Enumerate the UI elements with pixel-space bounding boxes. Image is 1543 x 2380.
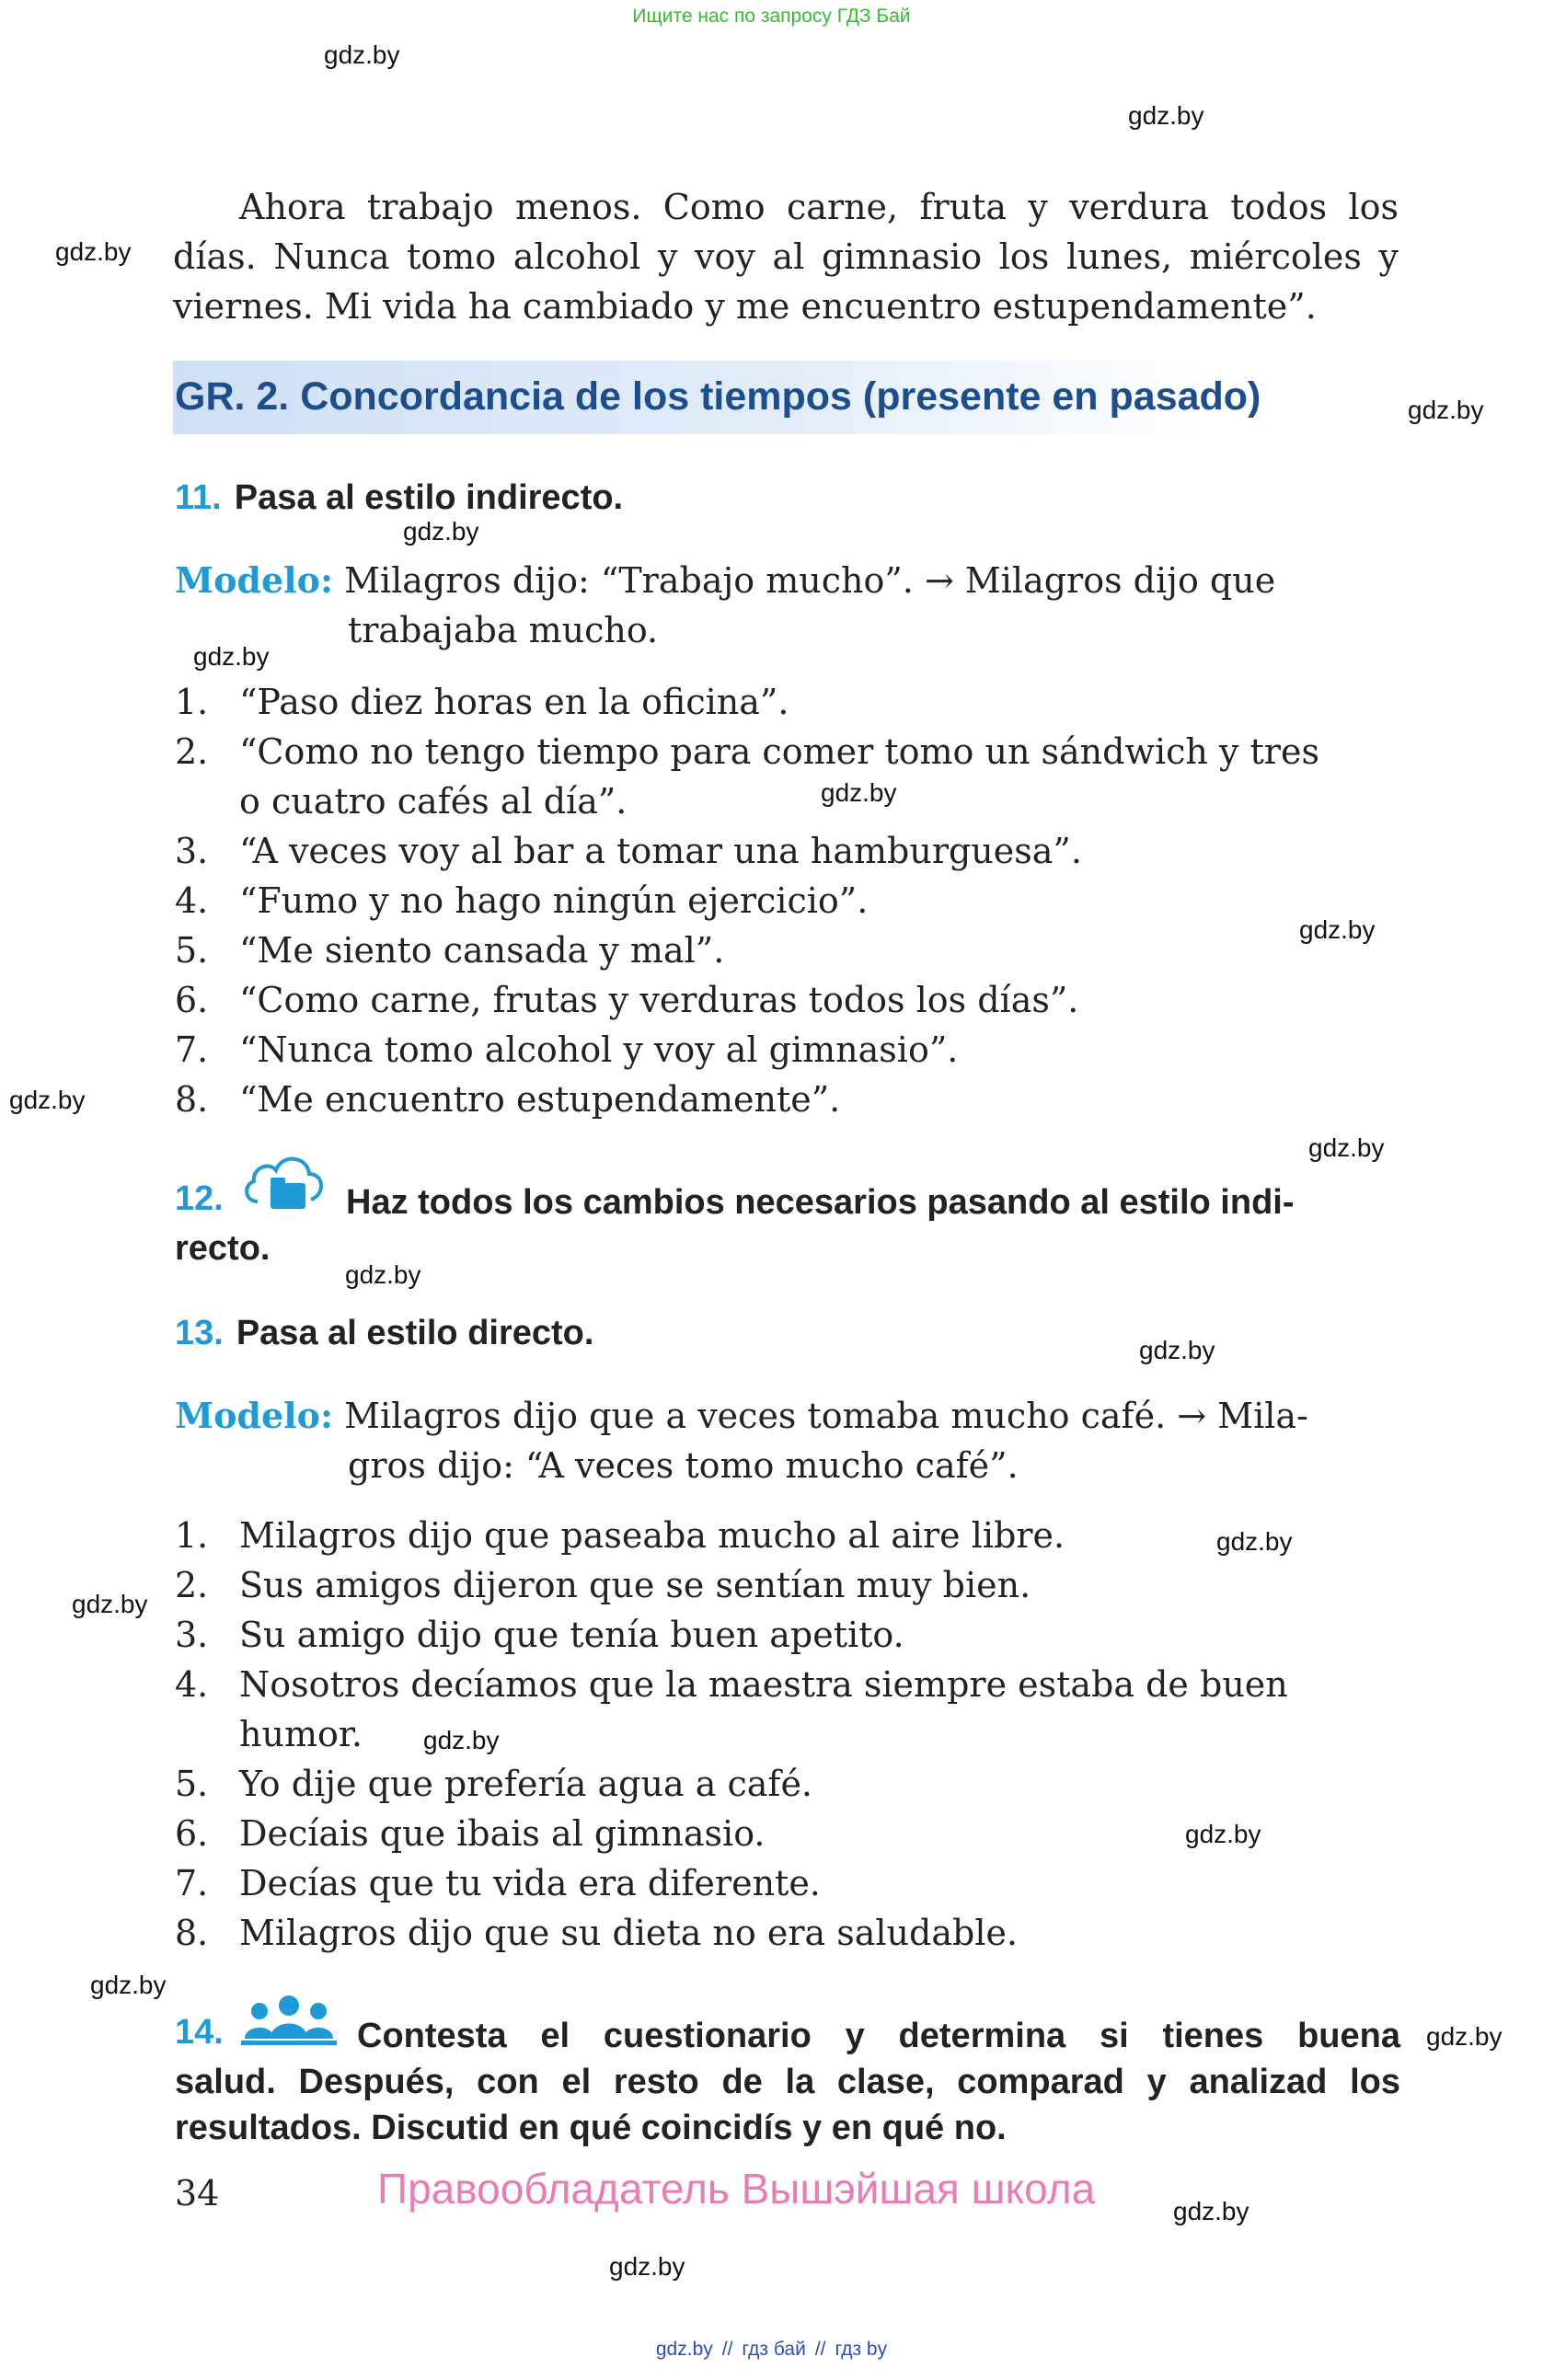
page-number: 34 — [175, 2173, 220, 2213]
group-work-icon — [241, 1993, 337, 2053]
list-item: 5. “Me siento cansada y mal”. — [175, 930, 725, 971]
intro-paragraph: Ahora trabajo menos. Como carne, fruta y verdura todos los días. Nunca tomo alcohol y voy al gimnasio los lunes, miércoles y viernes. Mi vida ha cambiado y me encuentro estupendamente”. — [173, 187, 1399, 327]
section-title: GR. 2. Concordancia de los tiempos (presente en pasado) — [175, 374, 1261, 419]
exercise-13-list — [175, 1511, 1400, 1958]
exercise-11-heading — [175, 478, 623, 518]
list-item: 2. Sus amigos dijeron que se sentían muy bien. — [175, 1565, 1031, 1605]
exercise-number: 11. — [175, 478, 222, 517]
list-item: 8. “Me encuentro estupendamente”. — [175, 1079, 841, 1120]
exercise-instruction: Pasa al estilo indirecto. — [234, 478, 624, 517]
list-item: 7. Decías que tu vida era diferente. — [175, 1863, 821, 1903]
watermark: gdz.by — [1299, 915, 1376, 944]
model-text-cont: gros dijo: “A veces tomo mucho café”. — [348, 1445, 1019, 1486]
exercise-12-instruction-cont: recto. — [175, 1229, 271, 1268]
exercise-11-list — [175, 677, 1400, 1124]
list-item: 8. Milagros dijo que su dieta no era saludable. — [175, 1913, 1019, 1953]
watermark: gdz.by — [609, 2252, 685, 2281]
watermark: gdz.by — [72, 1590, 148, 1618]
exercise-13-heading — [175, 1314, 593, 1353]
watermark: gdz.by — [9, 1086, 86, 1114]
model-text: Milagros dijo: “Trabajo mucho”. → Milagros dijo que — [344, 560, 1276, 601]
footer-separator: // — [721, 2339, 733, 2360]
exercise-14-instruction-cont: salud. Después, con el resto de la clase, comparad y analizad los — [175, 2063, 1400, 2101]
rights-holder: Правообладатель Вышэйшая школа — [377, 2165, 1096, 2213]
watermark: gdz.by — [324, 40, 400, 69]
list-item-cont: o cuatro cafés al día”. — [239, 781, 628, 822]
model-13 — [175, 1391, 1308, 1441]
watermark: gdz.by — [1426, 2022, 1503, 2051]
footer-link[interactable]: гдз by — [835, 2339, 888, 2360]
list-item: 4. Nosotros decíamos que la maestra siempre estaba de buen — [175, 1664, 1288, 1705]
watermark: gdz.by — [55, 237, 132, 266]
exercise-14-instruction-end: resultados. Discutid en qué coincidís y en qué no. — [175, 2109, 1007, 2147]
watermark: gdz.by — [1173, 2197, 1249, 2225]
cloud-folder-icon — [241, 1148, 326, 1218]
list-item: 6. Decíais que ibais al gimnasio. — [175, 1813, 766, 1854]
list-item: 1. Milagros dijo que paseaba mucho al aire libre. — [175, 1515, 1065, 1556]
footer-separator: // — [814, 2339, 826, 2360]
watermark: gdz.by — [1216, 1527, 1293, 1556]
model-text-cont: trabajaba mucho. — [348, 610, 659, 650]
footer-links — [0, 2339, 1543, 2361]
watermark: gdz.by — [1139, 1336, 1215, 1364]
list-item: 7. “Nunca tomo alcohol y voy al gimnasio”. — [175, 1029, 959, 1070]
watermark: gdz.by — [1308, 1133, 1385, 1162]
watermark: gdz.by — [1408, 396, 1484, 424]
list-item: 3. Su amigo dijo que tenía buen apetito. — [175, 1615, 904, 1655]
watermark: gdz.by — [821, 778, 897, 807]
list-item: 6. “Como carne, frutas y verduras todos los días”. — [175, 980, 1079, 1020]
list-item: 3. “A veces voy al bar a tomar una hamburguesa”. — [175, 831, 1082, 871]
list-item-cont: humor. — [239, 1714, 363, 1754]
watermark: gdz.by — [1128, 101, 1204, 130]
watermark: gdz.by — [90, 1971, 167, 1999]
list-item: 1. “Paso diez horas en la oficina”. — [175, 682, 789, 722]
model-label: Modelo: — [175, 1395, 333, 1436]
watermark: gdz.by — [1185, 1820, 1261, 1848]
footer-link[interactable]: гдз бай — [742, 2339, 806, 2360]
model-text: Milagros dijo que a veces tomaba mucho café. → Mila- — [344, 1396, 1308, 1436]
exercise-instruction: Pasa al estilo directo. — [236, 1314, 594, 1352]
watermark: gdz.by — [403, 517, 479, 546]
watermark: gdz.by — [193, 642, 270, 671]
list-item: 2. “Como no tengo tiempo para comer tomo un sándwich y tres — [175, 731, 1319, 772]
list-item: 4. “Fumo y no hago ningún ejercicio”. — [175, 880, 869, 921]
exercise-12-instruction: Haz todos los cambios necesarios pasando al estilo indi- — [346, 1183, 1295, 1222]
watermark: gdz.by — [345, 1260, 421, 1289]
exercise-12-number: 12. — [175, 1179, 224, 1218]
top-banner[interactable]: Ищите нас по запросу ГДЗ Бай — [632, 6, 911, 27]
model-11 — [175, 556, 1275, 605]
exercise-14-instruction: Contesta el cuestionario y determina si tienes buena — [357, 2017, 1400, 2055]
model-label: Modelo: — [175, 559, 333, 601]
footer-link[interactable]: gdz.by — [655, 2339, 713, 2360]
watermark: gdz.by — [423, 1726, 500, 1754]
exercise-number: 13. — [175, 1314, 224, 1352]
exercise-14-number: 14. — [175, 2013, 224, 2052]
list-item: 5. Yo dije que prefería agua a café. — [175, 1764, 813, 1804]
